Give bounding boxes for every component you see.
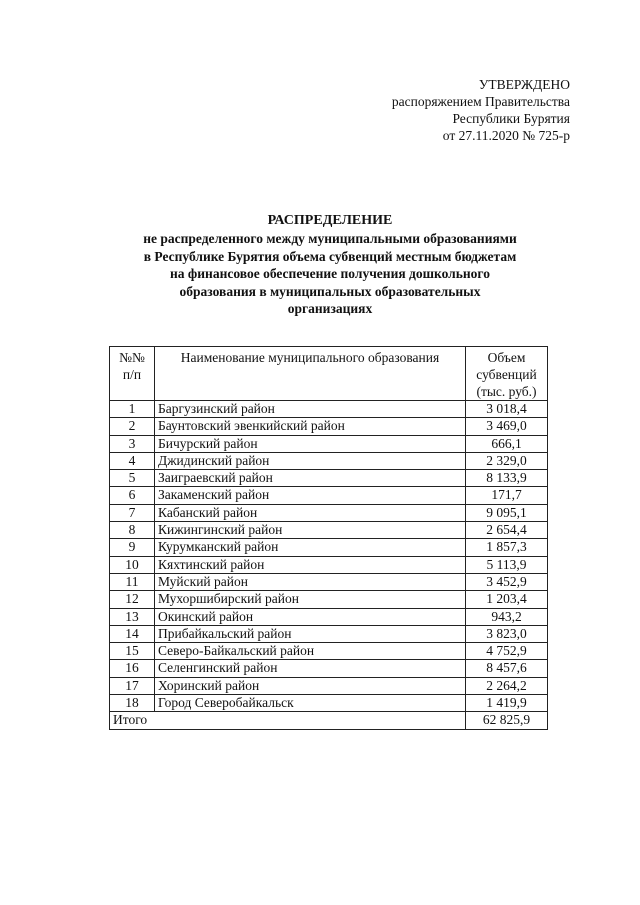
- document-title: [100, 212, 560, 318]
- row-amount: 2 264,2: [466, 677, 548, 694]
- row-municipality: Кижингинский район: [155, 522, 466, 539]
- row-municipality: Баунтовский эвенкийский район: [155, 418, 466, 435]
- row-amount: 9 095,1: [466, 504, 548, 521]
- row-number: 2: [110, 418, 155, 435]
- row-number: 14: [110, 625, 155, 642]
- row-number: 7: [110, 504, 155, 521]
- row-number: 5: [110, 470, 155, 487]
- table-row: [110, 539, 548, 556]
- row-number: 3: [110, 435, 155, 452]
- row-municipality: Бичурский район: [155, 435, 466, 452]
- header-number-line: №№: [119, 350, 145, 365]
- row-municipality: Хоринский район: [155, 677, 466, 694]
- row-amount: 3 018,4: [466, 401, 548, 418]
- row-number: 13: [110, 608, 155, 625]
- row-amount: 2 654,4: [466, 522, 548, 539]
- approval-date-number: от 27.11.2020 № 725-р: [442, 128, 570, 143]
- header-amount-line: Объем: [487, 350, 526, 365]
- row-municipality: Окинский район: [155, 608, 466, 625]
- row-number: 4: [110, 452, 155, 469]
- row-number: 16: [110, 660, 155, 677]
- table-body: [110, 401, 548, 712]
- row-amount: 171,7: [466, 487, 548, 504]
- table-row: [110, 573, 548, 590]
- table-row: [110, 504, 548, 521]
- approval-republic: Республики Бурятия: [452, 111, 570, 126]
- row-number: 6: [110, 487, 155, 504]
- row-municipality: Прибайкальский район: [155, 625, 466, 642]
- table-row: [110, 452, 548, 469]
- row-municipality: Заиграевский район: [155, 470, 466, 487]
- table-row: [110, 470, 548, 487]
- row-amount: 2 329,0: [466, 452, 548, 469]
- title-line: на финансовое обеспечение получения дошкольного: [170, 266, 490, 281]
- row-amount: 3 469,0: [466, 418, 548, 435]
- table-row: [110, 660, 548, 677]
- table-header-row: [110, 347, 548, 401]
- row-municipality: Мухоршибирский район: [155, 591, 466, 608]
- row-municipality: Северо-Байкальский район: [155, 643, 466, 660]
- row-number: 8: [110, 522, 155, 539]
- table-row: [110, 522, 548, 539]
- row-amount: 3 823,0: [466, 625, 548, 642]
- total-row: [110, 712, 548, 729]
- row-municipality: Баргузинский район: [155, 401, 466, 418]
- row-amount: 4 752,9: [466, 643, 548, 660]
- row-amount: 666,1: [466, 435, 548, 452]
- table-row: [110, 418, 548, 435]
- approval-status: УТВЕРЖДЕНО: [478, 77, 570, 92]
- table-row: [110, 677, 548, 694]
- table-row: [110, 591, 548, 608]
- row-amount: 943,2: [466, 608, 548, 625]
- total-amount: 62 825,9: [466, 712, 548, 729]
- table-row: [110, 435, 548, 452]
- row-number: 12: [110, 591, 155, 608]
- title-heading: РАСПРЕДЕЛЕНИЕ: [267, 213, 393, 228]
- row-number: 18: [110, 695, 155, 712]
- row-amount: 1 203,4: [466, 591, 548, 608]
- row-amount: 1 419,9: [466, 695, 548, 712]
- header-number: [110, 347, 155, 401]
- table-row: [110, 487, 548, 504]
- approval-authority: распоряжением Правительства: [391, 94, 570, 109]
- row-number: 15: [110, 643, 155, 660]
- row-municipality: Курумканский район: [155, 539, 466, 556]
- row-amount: 8 457,6: [466, 660, 548, 677]
- row-municipality: Селенгинский район: [155, 660, 466, 677]
- row-municipality: Кабанский район: [155, 504, 466, 521]
- row-municipality: Кяхтинский район: [155, 556, 466, 573]
- table-row: [110, 695, 548, 712]
- table-row: [110, 556, 548, 573]
- row-number: 1: [110, 401, 155, 418]
- row-municipality: Муйский район: [155, 573, 466, 590]
- row-amount: 3 452,9: [466, 573, 548, 590]
- row-municipality: Джидинский район: [155, 452, 466, 469]
- approval-block: [392, 76, 570, 144]
- title-line: организациях: [287, 301, 373, 316]
- row-amount: 5 113,9: [466, 556, 548, 573]
- subvention-table: [109, 346, 548, 730]
- row-number: 9: [110, 539, 155, 556]
- header-amount-line: субвенций: [476, 367, 537, 382]
- title-line: образования в муниципальных образовательных: [179, 283, 481, 299]
- row-amount: 8 133,9: [466, 470, 548, 487]
- title-line: в Республике Бурятия объема субвенций местным бюджетам: [143, 248, 517, 264]
- header-amount: [466, 347, 548, 401]
- title-line: не распределенного между муниципальными образованиями: [143, 231, 517, 246]
- header-name: Наименование муниципального образования: [155, 347, 466, 401]
- header-amount-line: (тыс. руб.): [476, 384, 537, 399]
- table-row: [110, 643, 548, 660]
- row-municipality: Закаменский район: [155, 487, 466, 504]
- row-amount: 1 857,3: [466, 539, 548, 556]
- table-row: [110, 608, 548, 625]
- header-number-line: п/п: [122, 367, 142, 382]
- row-number: 10: [110, 556, 155, 573]
- row-number: 11: [110, 573, 155, 590]
- total-label: Итого: [110, 712, 466, 729]
- table-row: [110, 625, 548, 642]
- row-number: 17: [110, 677, 155, 694]
- row-municipality: Город Северобайкальск: [155, 695, 466, 712]
- table-row: [110, 401, 548, 418]
